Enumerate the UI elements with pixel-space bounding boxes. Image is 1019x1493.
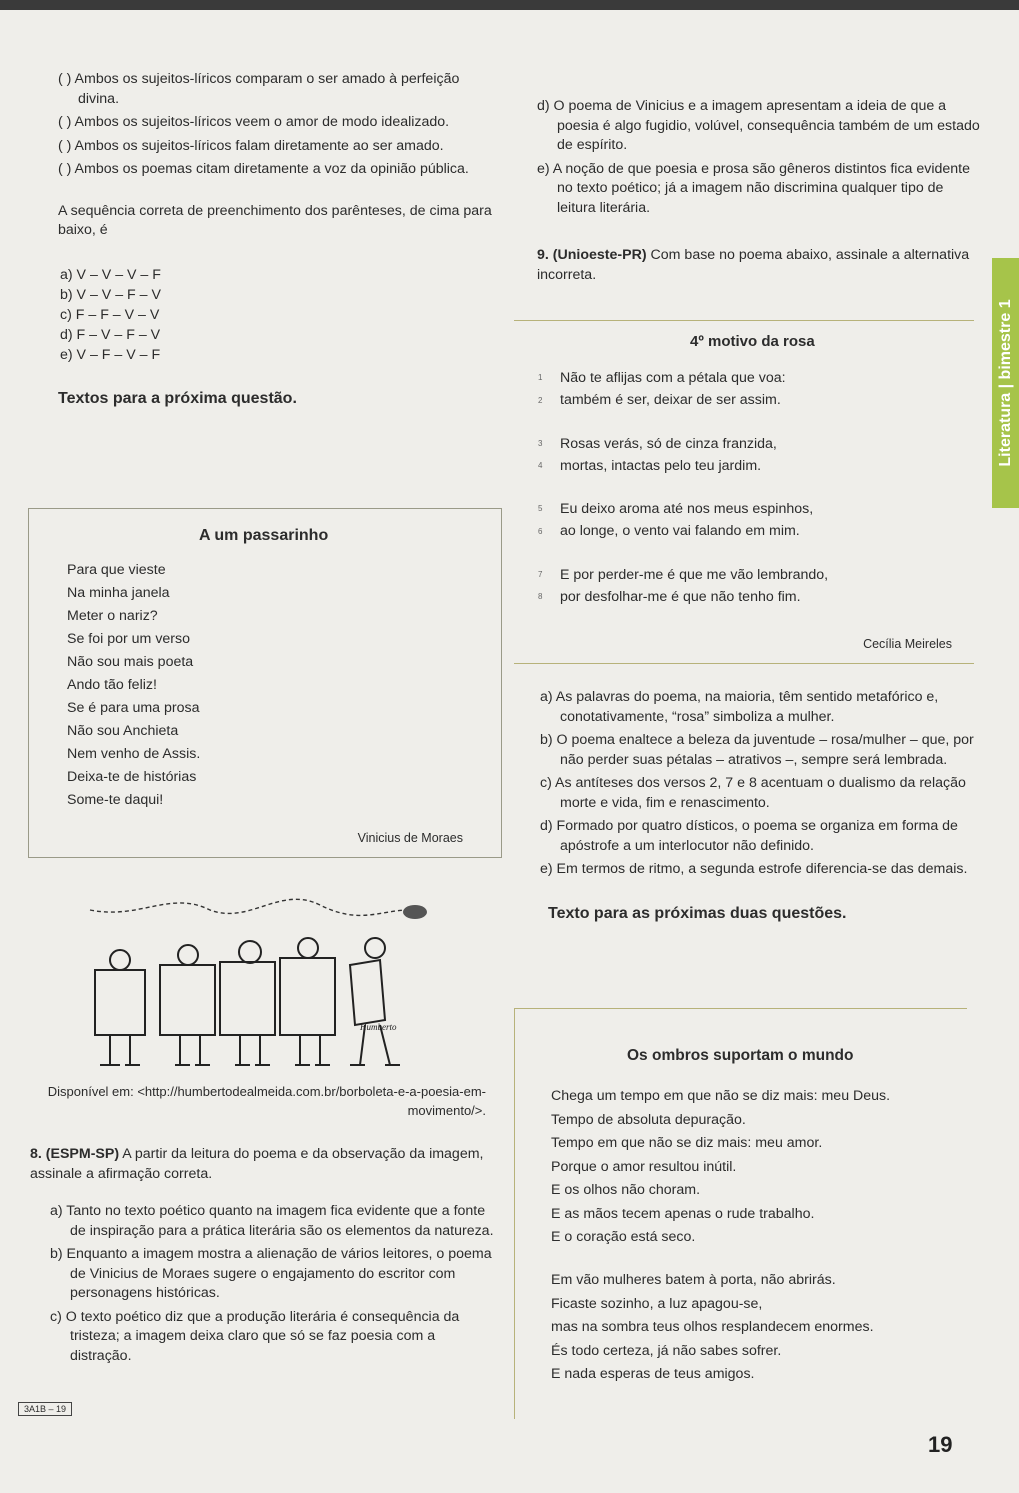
poem2-stanza <box>538 564 828 609</box>
image-source <box>16 1082 486 1120</box>
poem2-verse-row <box>538 586 828 608</box>
poem2-verse-row <box>538 520 828 542</box>
poem2-verse: E por perder-me é que me vão lembrando, <box>560 566 829 583</box>
poem2-verse-row <box>538 498 828 520</box>
poem2-verse: ao longe, o vento vai falando em mim. <box>560 523 800 540</box>
q7-option: b) V – V – F – V <box>60 286 161 303</box>
poem1-verse: Para que vieste <box>67 562 166 578</box>
poem1-verse: Deixa-te de histórias <box>67 769 197 785</box>
q7-options <box>58 265 498 365</box>
poem3-verse: Ficaste sozinho, a luz apagou-se, <box>551 1295 763 1312</box>
poem2-verse: por desfolhar-me é que não tenho fim. <box>560 588 801 605</box>
poem1-verse: Se foi por um verso <box>67 631 191 647</box>
poem3-title: Os ombros suportam o mundo <box>627 1047 854 1064</box>
q7-option: d) F – V – F – V <box>60 326 161 343</box>
q7-options-continued <box>537 97 983 218</box>
poem2-verse-row <box>538 455 828 477</box>
poem2-verse: também é ser, deixar de ser assim. <box>560 392 781 409</box>
poem2-verse: Não te aflijas com a pétala que voa: <box>560 370 786 386</box>
q7-statement: ( ) Ambos os sujeitos-líricos falam diretamente ao ser amado. <box>58 137 444 154</box>
poem2-stanza <box>538 433 828 478</box>
poem1-verses <box>67 559 200 812</box>
next-texts-heading: Texto para as próximas duas questões. <box>548 904 847 922</box>
q9-options <box>540 688 980 880</box>
poem2-verse: Eu deixo aroma até nos meus espinhos, <box>560 501 814 517</box>
verse-number: 8 <box>538 592 543 601</box>
poem1-author: Vinicius de Moraes <box>357 831 463 845</box>
poem-box-a-um-passarinho <box>28 508 502 858</box>
verse-number: 3 <box>538 438 543 448</box>
q7-statement: ( ) Ambos os sujeitos-líricos comparam o ser amado à perfeição divina. <box>58 71 460 107</box>
q7-option: d) O poema de Vinicius e a imagem apresentam a ideia de que a poesia é algo fugidio, volúvel, consequência também de um estado de espírito. <box>537 98 980 153</box>
reader-figures <box>95 938 400 1065</box>
q8-number: 8. (ESPM-SP) <box>30 1146 120 1162</box>
image-source-text: Disponível em: <http://humbertodealmeida.com.br/borboleta-e-a-poesia-em-movimento/>. <box>47 1084 486 1118</box>
verse-number: 5 <box>538 504 543 514</box>
top-edge-bar <box>0 0 1019 10</box>
poem1-verse: Não sou mais poeta <box>67 654 194 670</box>
q8-options <box>30 1202 500 1366</box>
q9-option: b) O poema enaltece a beleza da juventude – rosa/mulher – que, por não perder suas pétalas – atrativos –, sempre será lembrada. <box>540 732 974 768</box>
poem3-verse: Tempo em que não se diz mais: meu amor. <box>551 1135 823 1151</box>
poem1-verse: Na minha janela <box>67 585 170 601</box>
poem1-verse: Se é para uma prosa <box>67 700 200 716</box>
q7-statements <box>58 70 498 180</box>
q7-option: c) F – F – V – V <box>60 306 160 323</box>
page-number: 19 <box>928 1432 953 1457</box>
poem3-verse: E nada esperas de teus amigos. <box>551 1366 755 1382</box>
butterfly-path <box>90 899 410 915</box>
textos-heading: Textos para a próxima questão. <box>58 389 297 407</box>
poem3-stanza-2 <box>551 1269 874 1387</box>
q8-option: c) O texto poético diz que a produção literária é consequência da tristeza; a imagem deixa claro que só se faz poesia com a distração. <box>50 1308 460 1364</box>
poem1-verse: Ando tão feliz! <box>67 677 157 693</box>
q8-stem-text: A partir da leitura do poema e da observação da imagem, assinale a afirmação correta. <box>30 1146 484 1182</box>
poem3-verse: Tempo de absoluta depuração. <box>551 1111 746 1128</box>
q9-option: d) Formado por quatro dísticos, o poema se organiza em forma de apóstrofe a um interlocutor não definido. <box>540 818 958 854</box>
q9-option: c) As antíteses dos versos 2, 7 e 8 acentuam o dualismo da relação morte e vida, fim e renascimento. <box>540 775 966 811</box>
poem2-verse-row <box>538 389 828 411</box>
q9-stem-text: Com base no poema abaixo, assinale a alternativa incorreta. <box>537 247 970 283</box>
q9-options-block <box>540 688 980 923</box>
poem1-verse: Nem venho de Assis. <box>67 746 201 762</box>
q7-prompt: A sequência correta de preenchimento dos parênteses, de cima para baixo, é <box>58 202 492 238</box>
verse-number: 4 <box>538 461 543 470</box>
q9-number: 9. (Unioeste-PR) <box>537 247 647 263</box>
poem2-verse-row <box>538 433 828 455</box>
verse-number: 2 <box>538 395 543 405</box>
right-column-top <box>537 97 983 285</box>
q8-block <box>30 1145 500 1366</box>
q7-statement: ( ) Ambos os poemas citam diretamente a voz da opinião pública. <box>58 161 469 177</box>
q8-option: a) Tanto no texto poético quanto na imagem fica evidente que a fonte de inspiração para a prática literária são os elementos da natureza. <box>50 1203 494 1239</box>
poem2-stanza <box>538 367 828 412</box>
q7-option: e) V – F – V – F <box>60 346 161 363</box>
poem3-verse: E os olhos não choram. <box>551 1182 701 1198</box>
poem2-title: 4º motivo da rosa <box>690 333 815 350</box>
q8-stem <box>30 1145 500 1184</box>
poem3-verse: E as mãos tecem apenas o rude trabalho. <box>551 1205 815 1222</box>
poem2-verse: mortas, intactas pelo teu jardim. <box>560 457 762 474</box>
poem-box-motivo-da-rosa <box>514 320 974 664</box>
illustration-readers <box>80 880 460 1080</box>
q7-option: a) V – V – V – F <box>60 266 161 283</box>
poem3-verse: Porque o amor resultou inútil. <box>551 1158 737 1175</box>
sidebar-label: Literatura | bimestre 1 <box>996 299 1014 467</box>
q9-option: e) Em termos de ritmo, a segunda estrofe diferencia-se das demais. <box>540 861 968 877</box>
poem2-verse: Rosas verás, só de cinza franzida, <box>560 435 777 452</box>
poem3-verse: Em vão mulheres batem à porta, não abrirás. <box>551 1272 836 1288</box>
q9-stem <box>537 246 983 285</box>
poem3-verse: És todo certeza, já não sabes sofrer. <box>551 1342 782 1359</box>
poem1-title: A um passarinho <box>199 527 329 544</box>
left-column <box>58 70 498 408</box>
poem3-verse: Chega um tempo em que não se diz mais: meu Deus. <box>551 1088 891 1104</box>
verse-number: 6 <box>538 526 543 536</box>
poem2-stanza <box>538 498 828 543</box>
verse-number: 1 <box>538 373 543 383</box>
poem1-verse: Não sou Anchieta <box>67 723 179 739</box>
poem2-author: Cecília Meireles <box>863 637 952 651</box>
poem2-verse-row <box>538 564 828 586</box>
poem-box-os-ombros <box>514 1008 967 1419</box>
q7-statement: ( ) Ambos os sujeitos-líricos veem o amor de modo idealizado. <box>58 114 450 130</box>
poem1-verse: Some-te daqui! <box>67 792 164 808</box>
q7-option: e) A noção de que poesia e prosa são gêneros distintos fica evidente no texto poético; já a imagem não discrimina qualquer tipo de leitura literária. <box>537 160 971 216</box>
poem1-verse: Meter o nariz? <box>67 608 158 624</box>
poem3-verse: mas na sombra teus olhos resplandecem enormes. <box>551 1319 874 1335</box>
subject-sidebar-tab <box>992 258 1019 508</box>
poem3-stanza-1 <box>551 1085 890 1250</box>
poem2-verse-row <box>538 367 828 389</box>
poem3-verse: E o coração está seco. <box>551 1229 696 1245</box>
poem2-verses <box>538 367 828 608</box>
verse-number: 7 <box>538 569 543 579</box>
q8-option: b) Enquanto a imagem mostra a alienação de vários leitores, o poema de Vinicius de Moraes sugere o engajamento do escritor com personagens históricas. <box>50 1246 492 1301</box>
butterfly-icon <box>403 905 427 919</box>
footer-code-tag: 3A1B – 19 <box>18 1402 72 1416</box>
q9-option: a) As palavras do poema, na maioria, têm sentido metafórico e, conotativamente, “rosa” simboliza a mulher. <box>540 689 939 725</box>
illustration-signature: Humberto <box>360 1022 397 1032</box>
